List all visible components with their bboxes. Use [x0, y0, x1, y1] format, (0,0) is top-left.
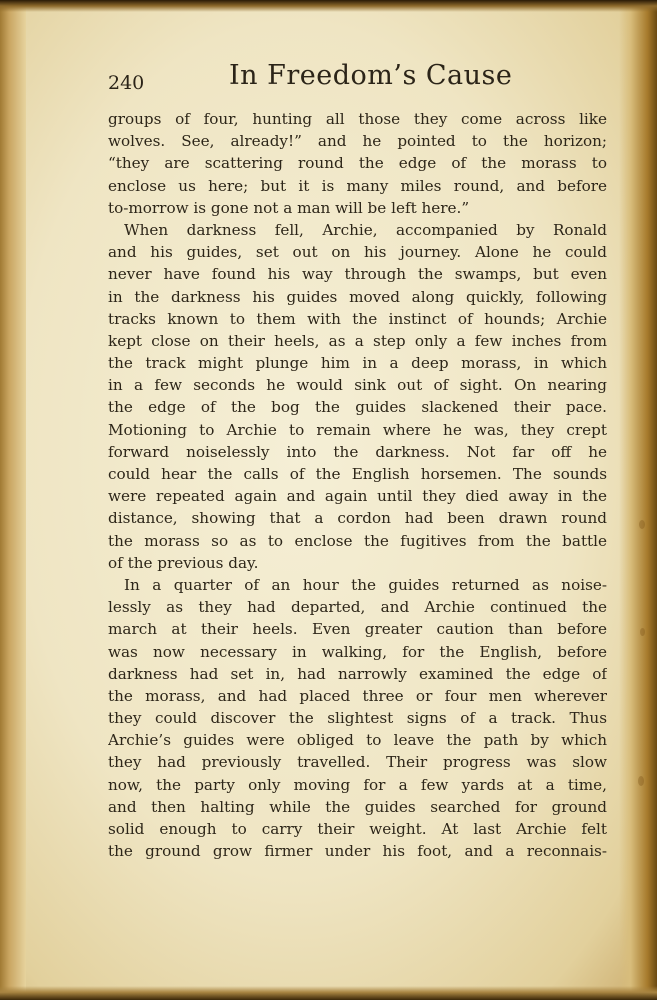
- text-line: solid enough to carry their weight. At last Archie felt: [108, 820, 607, 838]
- text-line: in a few seconds he would sink out of sight. On nearing: [108, 376, 607, 395]
- paper-stain: [640, 628, 645, 636]
- text-line: they could discover the slightest signs of a track. Thus: [108, 709, 607, 728]
- page-bottom-edge: [0, 986, 657, 1000]
- page-header: [108, 60, 608, 100]
- text-line: they had previously travelled. Their progress was slow: [108, 753, 607, 772]
- text-line: and then halting while the guides searched for ground: [108, 797, 607, 816]
- text-line: wolves. See, already!” and he pointed to the horizon;: [108, 132, 607, 151]
- text-line: forward noiselessly into the darkness. Not far off he: [108, 442, 607, 461]
- text-line: the edge of the bog the guides slackened their pace.: [108, 398, 607, 417]
- text-line: darkness had set in, had narrowly examined the edge of: [108, 664, 607, 683]
- text-line: “they are scattering round the edge of the morass to: [108, 154, 607, 173]
- text-line: tracks known to them with the instinct of hounds; Archie: [108, 309, 607, 328]
- text-line: never have found his way through the swamps, but even: [108, 265, 607, 284]
- paper-stain: [638, 776, 644, 786]
- text-line: When darkness fell, Archie, accompanied by Ronald: [124, 220, 607, 239]
- text-line: and his guides, set out on his journey. Alone he could: [108, 243, 607, 262]
- text-line: Archie’s guides were obliged to leave the path by which: [108, 731, 607, 750]
- text-line: kept close on their heels, as a step only a few inches from: [108, 331, 607, 350]
- text-line: lessly as they had departed, and Archie continued the: [108, 598, 607, 617]
- text-line: groups of four, hunting all those they come across like: [108, 110, 607, 128]
- page-number: 240: [108, 72, 145, 94]
- paper-stain: [639, 520, 645, 529]
- text-line: the morass, and had placed three or four men wherever: [108, 686, 607, 705]
- page-right-edge: [619, 0, 657, 1000]
- text-line: now, the party only moving for a few yards at a time,: [108, 775, 607, 794]
- text-line: of the previous day.: [108, 553, 259, 572]
- page-left-edge: [0, 0, 26, 1000]
- text-line: march at their heels. Even greater caution than before: [108, 620, 607, 639]
- text-line: the track might plunge him in a deep morass, in which: [108, 354, 607, 373]
- text-line: distance, showing that a cordon had been drawn round: [108, 509, 607, 528]
- text-line: was now necessary in walking, for the English, before: [108, 642, 607, 661]
- running-title: In Freedom’s Cause: [229, 60, 513, 91]
- text-line: could hear the calls of the English horsemen. The sounds: [108, 465, 607, 483]
- text-line: were repeated again and again until they died away in the: [108, 487, 607, 506]
- text-line: in the darkness his guides moved along quickly, following: [108, 287, 607, 306]
- body-text: [108, 108, 607, 862]
- text-line: to-morrow is gone not a man will be left here.”: [108, 198, 470, 217]
- text-line: Motioning to Archie to remain where he was, they crept: [108, 420, 607, 439]
- text-line: the ground grow firmer under his foot, and a reconnais-: [108, 842, 607, 861]
- text-line: enclose us here; but it is many miles round, and before: [108, 176, 607, 195]
- page-top-edge: [0, 0, 657, 12]
- text-line: the morass so as to enclose the fugitives from the battle: [108, 531, 607, 550]
- text-line: In a quarter of an hour the guides returned as noise-: [124, 575, 607, 594]
